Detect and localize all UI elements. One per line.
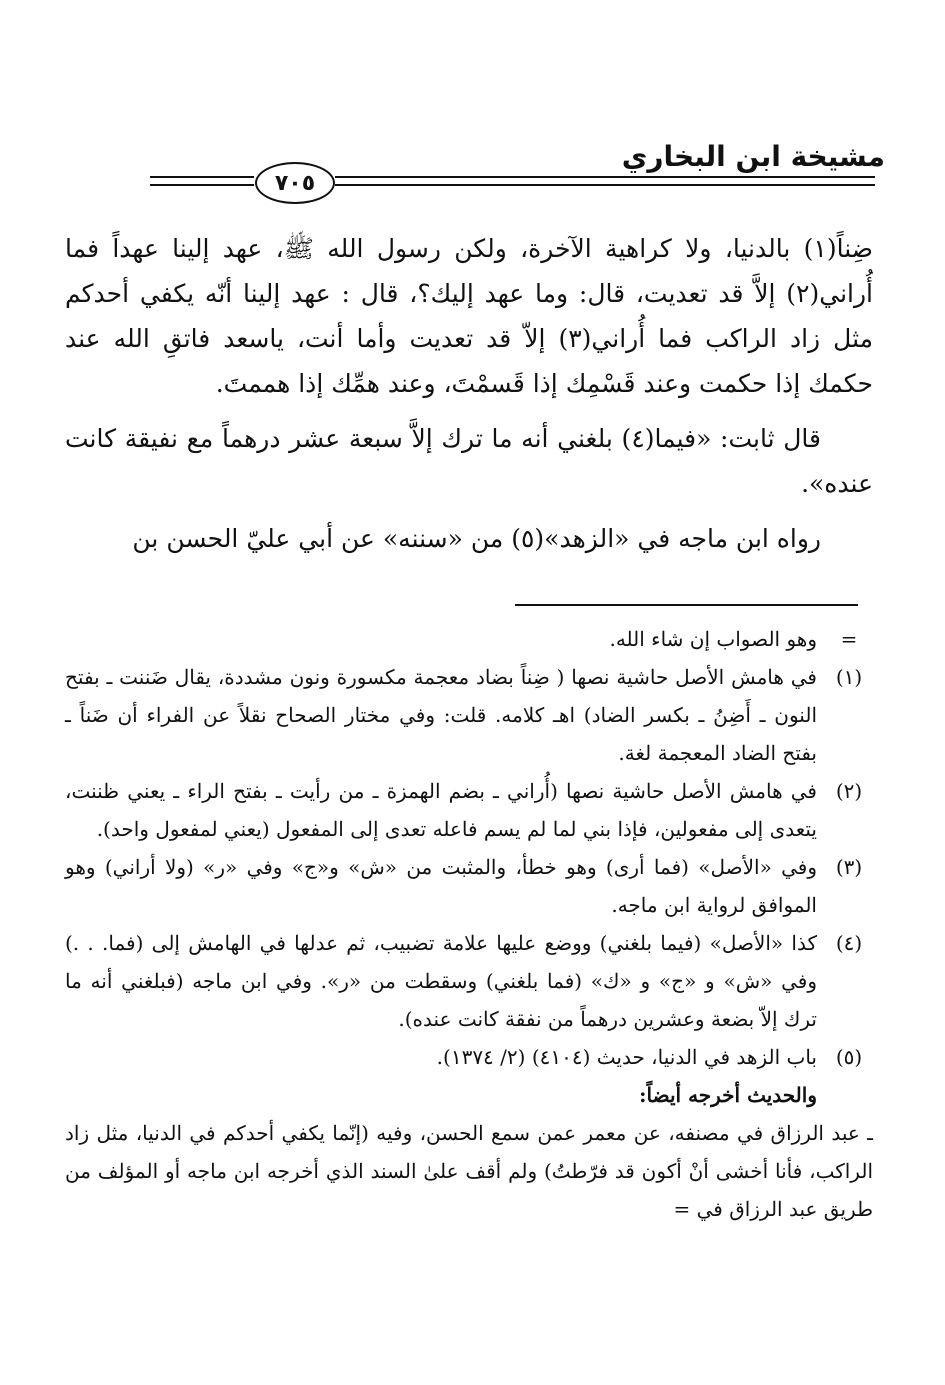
header-rule-right-top [335,176,875,178]
footnote [65,772,873,848]
footnote-text: في هامش الأصل حاشية نصها (أُراني ـ بضم الهمزة ـ من رأيت ـ بفتح الراء ـ يعني ظننت، يتعدى إلى مفعولين، فإذا بني لما لم يسم فاعله تعدى إلى المفعول (يعني لمفعول واحد). [65,779,817,841]
header-rule-right-bottom [335,184,875,186]
page-number-badge [255,162,335,204]
footnote-text: باب الزهد في الدنيا، حديث (٤١٠٤) (٢/ ١٣٧٤). [436,1045,817,1069]
running-title: مشيخة ابن البخاري [621,140,885,173]
footnote-number: (٤) [835,931,863,955]
header-rule-left-bottom [150,184,254,186]
footnote-continuation [65,620,873,658]
footnotes [65,620,873,1228]
main-paragraph: قال ثابت: «فيما(٤) بلغني أنه ما ترك إلاَّ سبعة عشر درهماً مع نفيقة كانت عنده». [65,424,873,498]
footnote-number: (٢) [835,779,863,803]
footnote-text: وهو الصواب إن شاء الله. [609,627,817,651]
header-rule-left-top [150,176,254,178]
footnote [65,848,873,924]
footnote-number: (٣) [835,855,863,879]
page-number: ٧٠٥ [255,162,335,204]
main-paragraph: ضِناً(١) بالدنيا، ولا كراهية الآخرة، ولكن رسول الله ﷺ، عهد إلينا عهداً فما أُراني(٢) إلاَّ قد تعديت، قال: وما عهد إليك؟، قال : عهد إلينا أنّه يكفي أحدكم مثل زاد الراكب فما أُراني(٣) إلاّ قد تعديت وأما أنت، ياسعد فاتقِ الله عند حكمك إذا حكمت وعند قَسْمِك إذا قَسمْتَ، وعند همِّك إذا هممتَ. [65,234,873,398]
footnote [65,924,873,1038]
main-paragraph: رواه ابن ماجه في «الزهد»(٥) من «سننه» عن أبي عليّ الحسن بن [132,524,821,553]
continuation-marker: = [840,627,858,651]
footnote-trailing-text: ـ عبد الرزاق في مصنفه، عن معمر عمن سمع الحسن، وفيه (إنّما يكفي أحدكم في الدنيا، مثل زاد الراكب، فأنا أخشى أنْ أكون قد فرّطتُ) ولم أقف علىٰ السند الذي أخرجه ابن ماجه أو المؤلف من طريق عبد الرزاق في = [65,1121,873,1221]
main-text [65,226,873,561]
footnote-separator [515,604,858,606]
footnote-subheading: والحديث أخرجه أيضاً: [639,1083,817,1107]
footnote-text: في هامش الأصل حاشية نصها ( ضِناً بضاد معجمة مكسورة ونون مشددة، يقال ضَننت ـ بفتح النون ـ أَضِنُ ـ بكسر الضاد) اهـ كلامه. قلت: وفي مختار الصحاح نقلاً عن الفراء أن ضَناً ـ بفتح الضاد المعجمة لغة. [65,665,817,765]
footnote [65,658,873,772]
footnote-text: كذا «الأصل» (فيما بلغني) ووضع عليها علامة تضبيب، ثم عدلها في الهامش إلى (فما. . .) وفي «ش» و «ج» و «ك» (فما بلغني) وسقطت من «ر». وفي ابن ماجه (فبلغني أنه ما ترك إلاّ بضعة وعشرين درهماً من نفقة كانت عنده). [65,931,817,1031]
footnote [65,1038,873,1114]
footnote-text: وفي «الأصل» (فما أرى) وهو خطأ، والمثبت من «ش» و«ج» وفي «ر» (ولا أراني) وهو الموافق لرواية ابن ماجه. [65,855,817,917]
footnote-number: (٥) [835,1045,863,1069]
footnote-number: (١) [835,665,863,689]
